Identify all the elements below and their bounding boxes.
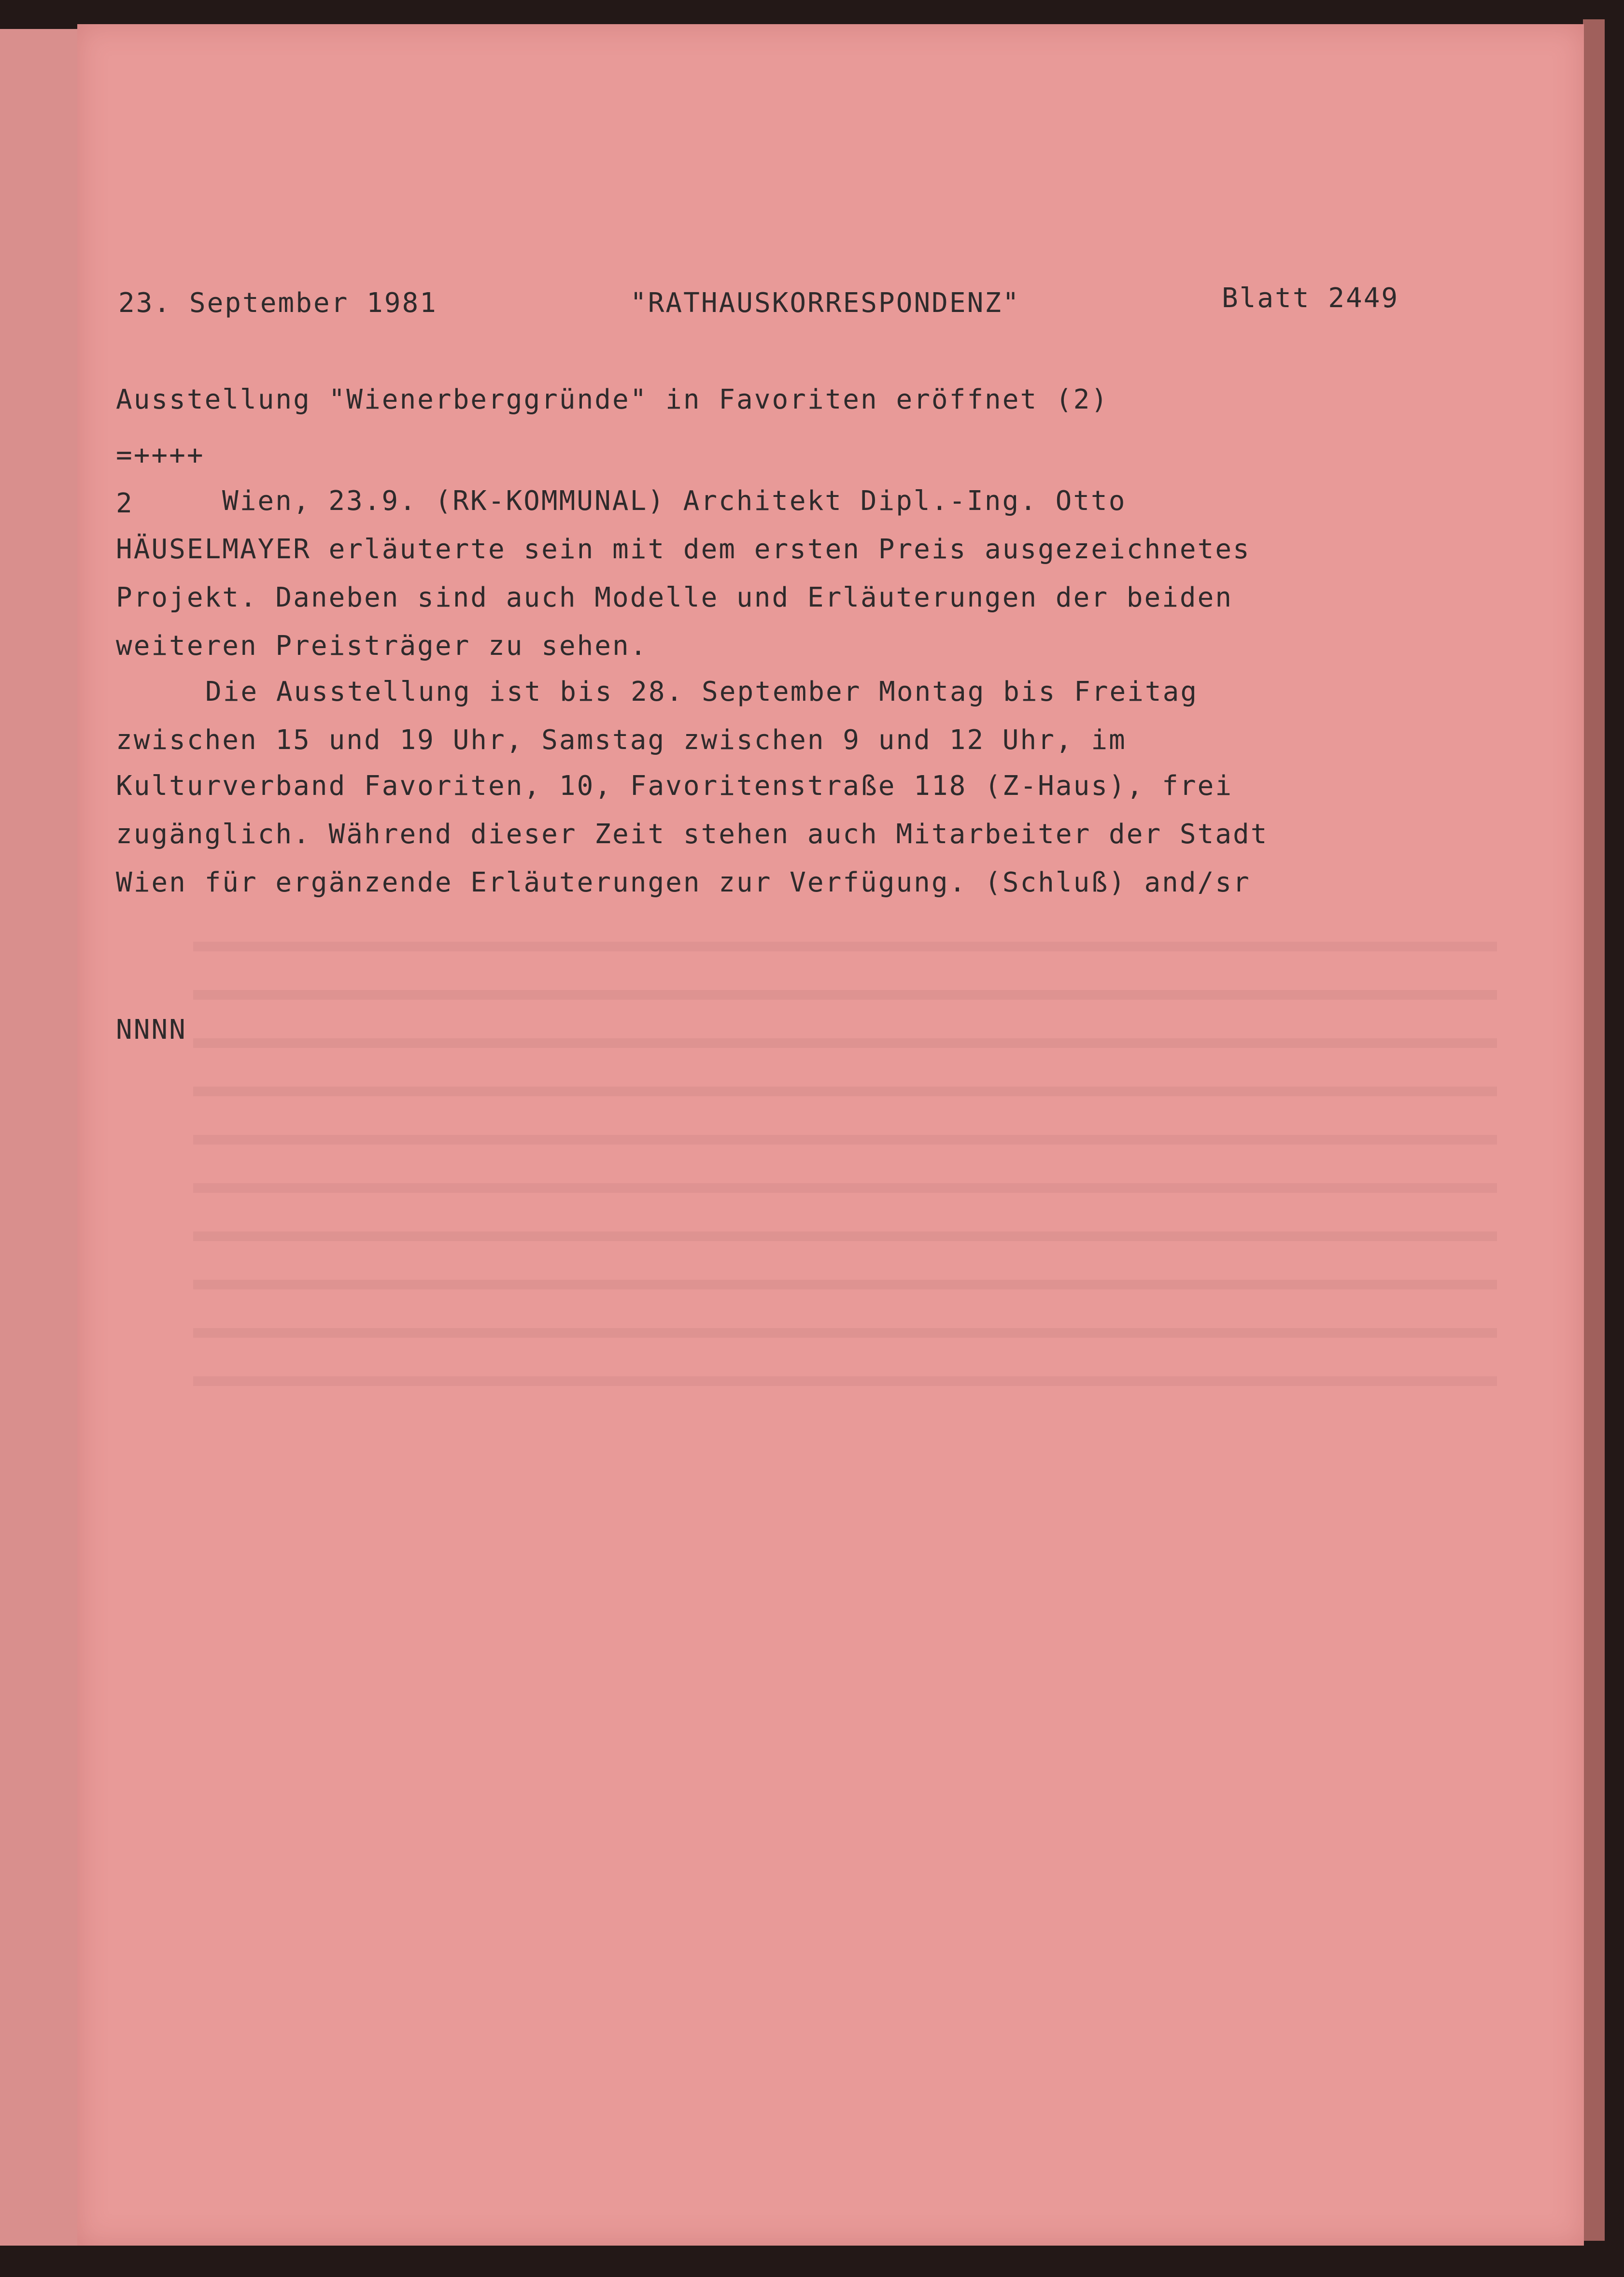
body-line: weiteren Preisträger zu sehen. (116, 630, 648, 662)
header-publication: "RATHAUSKORRESPONDENZ" (630, 287, 1020, 319)
adjacent-page-edge (0, 29, 86, 2246)
body-line: Die Ausstellung ist bis 28. September Montag bis Freitag (205, 676, 1199, 707)
body-line: zwischen 15 und 19 Uhr, Samstag zwischen 9 und 12 Uhr, im (116, 724, 1127, 756)
binding-edge (1583, 19, 1605, 2241)
body-line: HÄUSELMAYER erläuterte sein mit dem ersten Preis ausgezeichnetes (116, 534, 1251, 565)
header-sheet-number: Blatt 2449 (1222, 283, 1399, 314)
end-mark: NNNN (116, 1014, 187, 1046)
headline-separator: =++++ (116, 439, 205, 471)
body-line: Wien, 23.9. (RK-KOMMUNAL) Architekt Dipl.-Ing. Otto (222, 485, 1127, 517)
body-line: Wien für ergänzende Erläuterungen zur Verfügung. (Schluß) and/sr (116, 867, 1251, 898)
article-headline: Ausstellung "Wienerberggründe" in Favoriten eröffnet (2) (116, 384, 1109, 415)
header-date: 23. September 1981 (118, 287, 438, 319)
page-number: 2 (116, 488, 134, 519)
body-line: zugänglich. Während dieser Zeit stehen auch Mitarbeiter der Stadt (116, 819, 1269, 850)
bleed-through-text (193, 942, 1497, 1521)
body-line: Projekt. Daneben sind auch Modelle und Erläuterungen der beiden (116, 582, 1233, 613)
document-page (77, 24, 1584, 2246)
body-line: Kulturverband Favoriten, 10, Favoritenstraße 118 (Z-Haus), frei (116, 770, 1233, 802)
